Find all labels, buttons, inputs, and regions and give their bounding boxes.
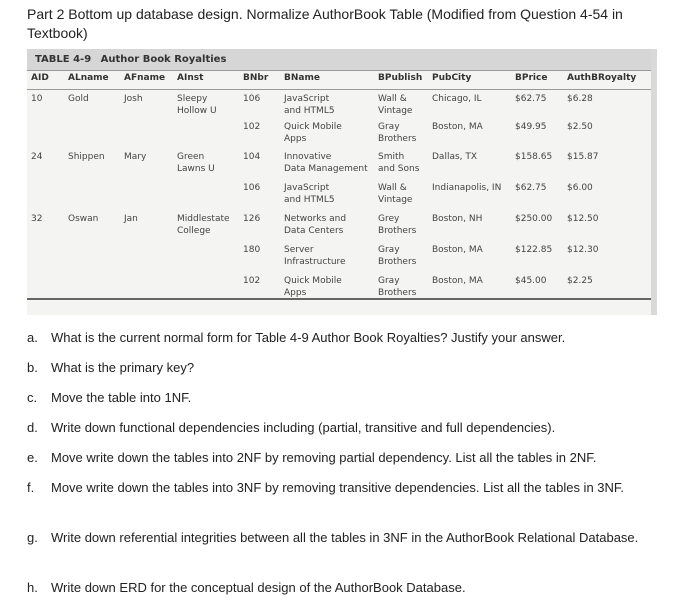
cell-bnbr: 126 (243, 214, 261, 224)
cell-bpublish: Wall & Vintage (378, 183, 413, 205)
cell-bpublish: Grey Brothers (378, 214, 417, 236)
cell-pubcity: Boston, MA (432, 245, 483, 255)
cell-bpublish: Smith and Sons (378, 152, 420, 174)
cell-authbroyalty: $12.30 (567, 245, 599, 255)
cell-authbroyalty: $12.50 (567, 214, 599, 224)
question-letter: e. (27, 450, 38, 465)
cell-bprice: $62.75 (515, 94, 547, 104)
cell-alname: Shippen (68, 152, 105, 162)
column-header-bprice: BPrice (515, 73, 548, 83)
column-header-alname: ALname (68, 73, 109, 83)
cell-bprice: $158.65 (515, 152, 553, 162)
question-text: What is the primary key? (51, 360, 195, 375)
question-letter: b. (27, 360, 38, 375)
cell-afname: Jan (124, 214, 138, 224)
cell-bprice: $45.00 (515, 276, 547, 286)
cell-bpublish: Gray Brothers (378, 122, 417, 144)
table-label: TABLE 4-9 (35, 54, 92, 65)
cell-bprice: $122.85 (515, 245, 553, 255)
column-header-authbroyalty: AuthBRoyalty (567, 73, 637, 83)
cell-bnbr: 106 (243, 183, 261, 193)
author-book-royalties-table (27, 49, 657, 315)
table-rule-bottom (27, 298, 651, 300)
cell-bpublish: Gray Brothers (378, 276, 417, 298)
cell-bname: Server Infrastructure (284, 245, 346, 267)
cell-bnbr: 102 (243, 276, 261, 286)
cell-pubcity: Boston, MA (432, 122, 483, 132)
question-text: What is the current normal form for Table 4-9 Author Book Royalties? Justify your answer. (51, 330, 566, 345)
cell-bnbr: 104 (243, 152, 261, 162)
question-text: Write down ERD for the conceptual design of the AuthorBook Database. (51, 580, 466, 595)
cell-authbroyalty: $15.87 (567, 152, 599, 162)
assignment-heading: Part 2 Bottom up database design. Normalize AuthorBook Table (Modified from Question 4-54 in Textbook) (27, 6, 623, 41)
cell-pubcity: Boston, MA (432, 276, 483, 286)
cell-bprice: $62.75 (515, 183, 547, 193)
cell-bprice: $250.00 (515, 214, 553, 224)
column-header-bpublish: BPublish (378, 73, 423, 83)
cell-authbroyalty: $2.50 (567, 122, 593, 132)
question-text: Move the table into 1NF. (51, 390, 192, 405)
question-letter: g. (27, 530, 38, 545)
cell-bname: JavaScript and HTML5 (284, 183, 335, 205)
cell-bname: Quick Mobile Apps (284, 276, 342, 298)
cell-bname: Networks and Data Centers (284, 214, 347, 236)
table-title (27, 49, 651, 70)
cell-bprice: $49.95 (515, 122, 547, 132)
cell-aid: 24 (31, 152, 43, 162)
column-header-bnbr: BNbr (243, 73, 269, 83)
question-text: Write down functional dependencies including (partial, transitive and full dependencies). (51, 420, 556, 435)
column-header-afname: AFname (124, 73, 166, 83)
table-rule-top (27, 70, 651, 71)
cell-ainst: Middlestate College (177, 214, 230, 236)
cell-pubcity: Dallas, TX (432, 152, 478, 162)
question-letter: f. (27, 480, 35, 495)
column-header-bname: BName (284, 73, 320, 83)
question-letter: c. (27, 390, 38, 405)
cell-authbroyalty: $6.28 (567, 94, 593, 104)
cell-bname: Quick Mobile Apps (284, 122, 342, 144)
cell-bnbr: 180 (243, 245, 261, 255)
question-text: Move write down the tables into 2NF by removing partial dependency. List all the tables in 2NF. (51, 450, 597, 465)
cell-pubcity: Chicago, IL (432, 94, 482, 104)
cell-bpublish: Gray Brothers (378, 245, 417, 267)
cell-bname: Innovative Data Management (284, 152, 368, 174)
cell-authbroyalty: $6.00 (567, 183, 593, 193)
cell-authbroyalty: $2.25 (567, 276, 593, 286)
cell-bname: JavaScript and HTML5 (284, 94, 335, 116)
cell-aid: 32 (31, 214, 43, 224)
column-header-pubcity: PubCity (432, 73, 472, 83)
question-letter: d. (27, 420, 38, 435)
column-header-aid: AID (31, 73, 49, 83)
cell-alname: Oswan (68, 214, 99, 224)
table-rule-header (27, 89, 651, 90)
column-header-ainst: AInst (177, 73, 204, 83)
cell-bnbr: 106 (243, 94, 261, 104)
cell-ainst: Green Lawns U (177, 152, 215, 174)
question-letter: a. (27, 330, 38, 345)
cell-afname: Mary (124, 152, 147, 162)
cell-alname: Gold (68, 94, 89, 104)
question-text: Move write down the tables into 3NF by removing transitive dependencies. List all the tables in 3NF. (51, 480, 625, 495)
cell-aid: 10 (31, 94, 43, 104)
cell-pubcity: Indianapolis, IN (432, 183, 502, 193)
cell-pubcity: Boston, NH (432, 214, 483, 224)
table-caption: Author Book Royalties (100, 54, 227, 65)
cell-ainst: Sleepy Hollow U (177, 94, 217, 116)
cell-afname: Josh (124, 94, 143, 104)
cell-bnbr: 102 (243, 122, 261, 132)
question-text: Write down referential integrities between all the tables in 3NF in the AuthorBook Relational Database. (51, 530, 639, 545)
question-letter: h. (27, 580, 38, 595)
cell-bpublish: Wall & Vintage (378, 94, 413, 116)
